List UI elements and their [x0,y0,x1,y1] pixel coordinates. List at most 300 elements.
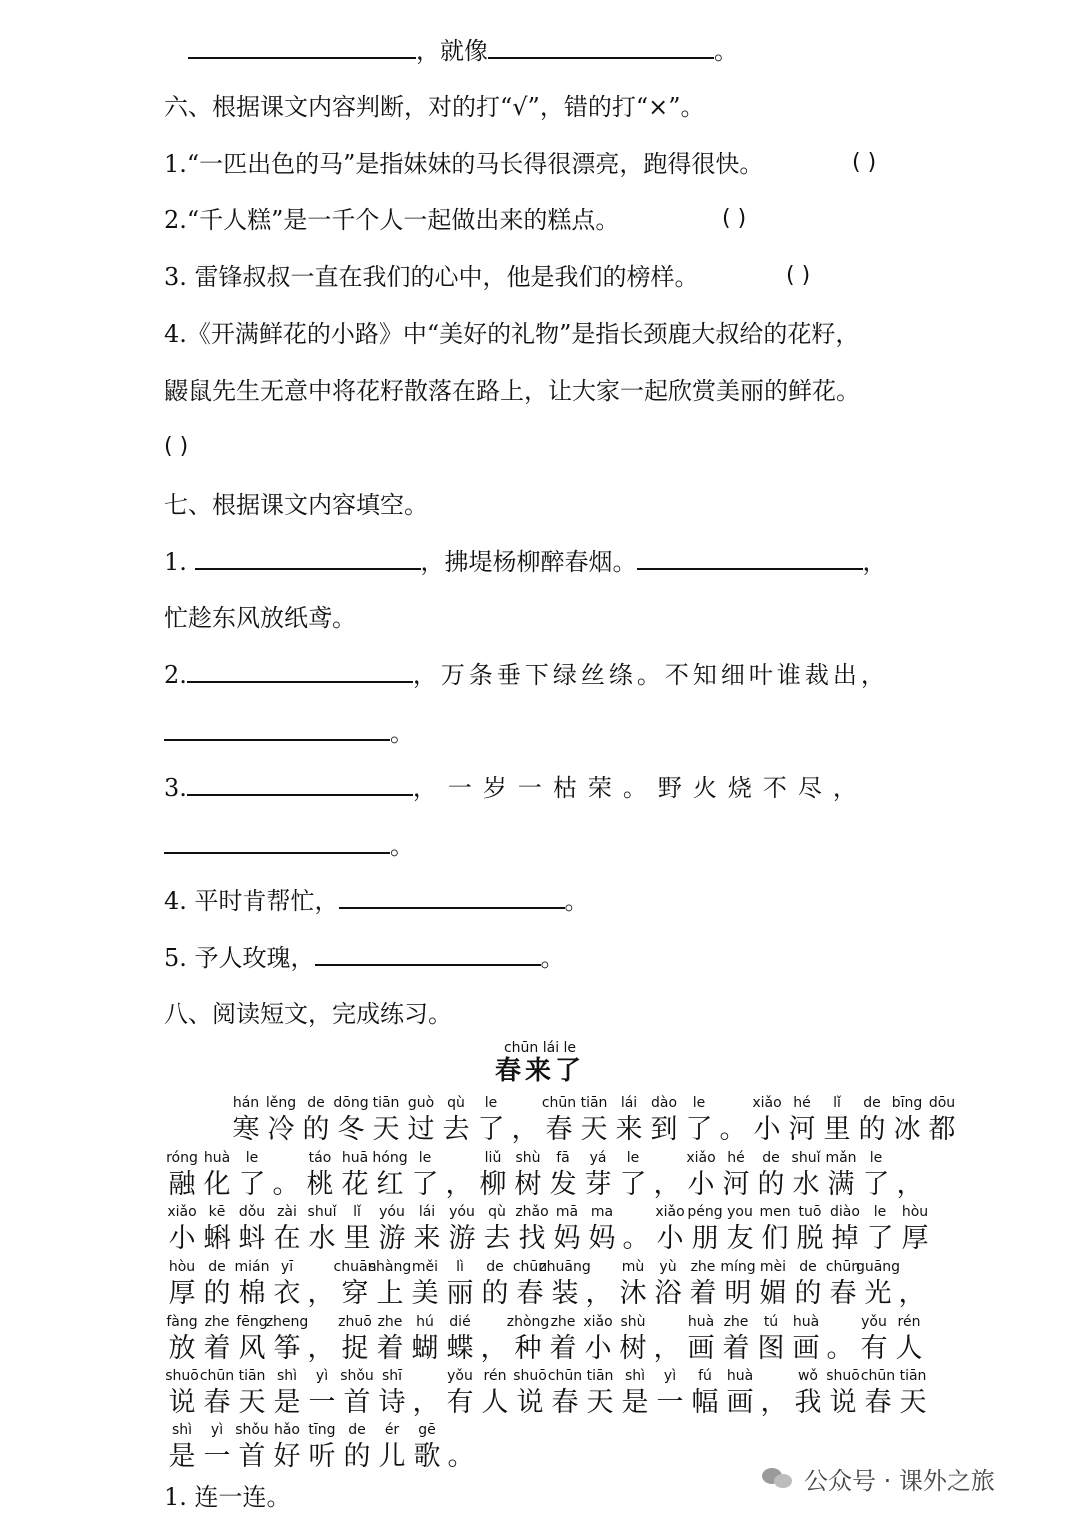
pinyin: zài [277,1204,297,1220]
hanzi-with-pinyin [794,1203,826,1257]
hanzi: 上 [376,1278,404,1309]
top-fill-line: ，就像 。 [188,34,738,68]
pinyin: le [245,1150,259,1166]
hanzi-with-pinyin [864,1203,896,1257]
pinyin: zhe [377,1314,403,1330]
hanzi: ， [307,1333,335,1364]
hanzi: 过 [407,1114,435,1145]
hanzi: 美 [411,1278,439,1309]
hanzi-with-pinyin [790,1149,822,1203]
passage-row [166,1367,932,1421]
hanzi-with-pinyin [724,1203,756,1257]
answer-blank[interactable] [315,942,541,966]
pinyin: chūn [512,1259,548,1275]
hanzi: ， [653,1169,681,1200]
hanzi: 。 [826,1333,854,1364]
hanzi: 着 [722,1333,750,1364]
hanzi: 。 [272,1169,300,1200]
hanzi: 着 [376,1333,404,1364]
pinyin: fú [698,1368,712,1384]
hanzi-with-pinyin [306,1258,336,1312]
hanzi: 找 [518,1223,546,1254]
hanzi-with-pinyin [230,1094,262,1148]
pinyin: yī [280,1259,294,1275]
hanzi: 图 [757,1333,785,1364]
hanzi-with-pinyin [578,1094,610,1148]
hanzi-with-pinyin [341,1203,373,1257]
hanzi-with-pinyin [893,1313,925,1367]
hanzi-with-pinyin [166,1367,198,1421]
pinyin: zheng [265,1314,309,1330]
hanzi-with-pinyin [236,1258,268,1312]
hanzi: 水 [308,1223,336,1254]
title-pinyin: chūn lái le [503,1040,577,1056]
hanzi-with-pinyin [786,1094,818,1148]
hanzi-with-pinyin [475,1094,507,1148]
answer-blank[interactable] [164,830,390,854]
hanzi-with-pinyin [551,1203,583,1257]
pinyin: de [799,1259,817,1275]
hanzi: 的 [858,1114,886,1145]
pinyin: péng [687,1204,723,1220]
hanzi: 的 [343,1441,371,1472]
hanzi-with-pinyin [855,1258,901,1312]
answer-blank[interactable] [488,35,714,59]
hanzi-with-pinyin [895,1149,925,1203]
hanzi: ， [511,1114,539,1145]
hanzi-with-pinyin [409,1149,441,1203]
pinyin: tiān [899,1368,927,1384]
hanzi: 。 [719,1114,747,1145]
hanzi: 说 [516,1387,544,1418]
hanzi-with-pinyin [759,1203,791,1257]
pinyin: rén [897,1314,921,1330]
hanzi-with-pinyin [514,1367,546,1421]
hanzi-with-pinyin [411,1203,443,1257]
hanzi: 一 [308,1387,336,1418]
hanzi-with-pinyin [440,1094,472,1148]
hanzi-with-pinyin [444,1149,474,1203]
hanzi: 河 [788,1114,816,1145]
hanzi-with-pinyin [582,1313,614,1367]
hanzi: 春 [516,1278,544,1309]
hanzi-with-pinyin [792,1258,824,1312]
pinyin: de [348,1422,366,1438]
hanzi-with-pinyin [689,1367,721,1421]
hanzi: 掉 [831,1223,859,1254]
pinyin: shuō [513,1368,547,1384]
pinyin: le [484,1095,498,1111]
section-6-heading: 六、根据课文内容判断，对的打“√”，错的打“×”。 [164,93,705,121]
hanzi: 们 [761,1223,789,1254]
hanzi-with-pinyin [858,1313,890,1367]
hanzi-with-pinyin [621,1203,651,1257]
hanzi-with-pinyin [376,1203,408,1257]
pinyin: diào [830,1204,860,1220]
passage-row [166,1149,928,1203]
hanzi-with-pinyin [166,1421,198,1475]
pinyin: you [727,1204,753,1220]
hanzi: 光 [864,1278,892,1309]
hanzi: 棉 [238,1278,266,1309]
pinyin: shuō [826,1368,860,1384]
hanzi-with-pinyin [374,1313,406,1367]
pinyin: mǎn [825,1150,857,1166]
pinyin: lì [456,1259,464,1275]
pinyin: chūn [541,1095,577,1111]
hanzi-with-pinyin [201,1258,233,1312]
hanzi-with-pinyin [201,1367,233,1421]
answer-blank[interactable] [187,659,413,683]
hanzi: 冬 [337,1114,365,1145]
pinyin: mù [621,1259,645,1275]
hanzi-with-pinyin [265,1313,309,1367]
fill-q3: 3. ，一岁一枯荣。野火烧不尽， [164,774,868,802]
hanzi-with-pinyin [718,1094,748,1148]
pinyin: men [759,1204,791,1220]
hanzi-with-pinyin [271,1367,303,1421]
hanzi-with-pinyin [374,1149,406,1203]
hanzi: 里 [823,1114,851,1145]
pinyin: de [863,1095,881,1111]
hanzi-with-pinyin [333,1258,377,1312]
pinyin: guāng [855,1259,901,1275]
hanzi: 春 [829,1278,857,1309]
pinyin: yá [589,1150,607,1166]
pinyin: tú [763,1314,779,1330]
hanzi-with-pinyin [201,1313,233,1367]
judge-item-3: 3. 雷锋叔叔一直在我们的心中，他是我们的榜样。 [164,263,699,291]
pinyin: yù [659,1259,677,1275]
pinyin: chūn [860,1368,896,1384]
pinyin: le [626,1150,640,1166]
hanzi-with-pinyin [481,1203,513,1257]
judge-item-1: 1.“一匹出色的马”是指妹妹的马长得很漂亮，跑得很快。 [164,150,764,178]
pinyin: róng [166,1150,198,1166]
pinyin: yì [315,1368,329,1384]
hanzi-with-pinyin [722,1258,754,1312]
hanzi: 着 [203,1333,231,1364]
wechat-icon [760,1464,796,1492]
pinyin: hóng [372,1150,408,1166]
hanzi-with-pinyin [300,1094,332,1148]
hanzi: 在 [273,1223,301,1254]
passage-row [166,1258,930,1312]
hanzi: 寒 [232,1114,260,1145]
hanzi: ， [445,1169,473,1200]
fill-q4: 4. 平时肯帮忙， 。 [164,887,589,915]
hanzi: 来 [615,1114,643,1145]
hanzi: 。 [447,1441,475,1472]
hanzi-with-pinyin [825,1313,855,1367]
pinyin: yóu [449,1204,475,1220]
hanzi-with-pinyin [341,1367,373,1421]
pinyin: rén [483,1368,507,1384]
pinyin: le [869,1150,883,1166]
hanzi: 蚪 [238,1223,266,1254]
pinyin: hǎo [273,1422,301,1438]
hanzi: 好 [273,1441,301,1472]
pinyin: hé [793,1095,811,1111]
pinyin: bīng [891,1095,923,1111]
pinyin: huà [792,1314,820,1330]
judge-item-4-cont: 鼹鼠先生无意中将花籽散落在路上，让大家一起欣赏美丽的鲜花。 [164,377,860,405]
hanzi-with-pinyin [411,1367,441,1421]
hanzi: 游 [378,1223,406,1254]
hanzi-with-pinyin [306,1313,336,1367]
pinyin: shì [624,1368,646,1384]
hanzi: 芽 [584,1169,612,1200]
pinyin: shǒu [340,1368,374,1384]
answer-paren[interactable]: ( ) [164,434,189,459]
hanzi-with-pinyin [648,1094,680,1148]
hanzi-with-pinyin [339,1313,371,1367]
hanzi: 的 [302,1114,330,1145]
hanzi: 捉 [341,1333,369,1364]
pinyin: míng [720,1259,756,1275]
hanzi-with-pinyin [376,1367,408,1421]
pinyin: qù [488,1204,506,1220]
hanzi: 诗 [378,1387,406,1418]
hanzi: 有 [860,1333,888,1364]
answer-blank[interactable] [188,35,416,59]
hanzi-with-pinyin [652,1149,682,1203]
pinyin: zhuō [338,1314,372,1330]
hanzi: 厚 [901,1223,929,1254]
pinyin: shàng [368,1259,412,1275]
fill-q1-cont: 忙趁东风放纸鸢。 [164,604,356,632]
hanzi: 蝶 [446,1333,474,1364]
answer-blank[interactable] [637,546,863,570]
pinyin: xiǎo [583,1314,613,1330]
passage-row [166,1203,934,1257]
hanzi-with-pinyin [271,1258,303,1312]
pinyin: shǒu [235,1422,269,1438]
hanzi-with-pinyin [617,1313,649,1367]
pinyin: shuǐ [791,1150,821,1166]
hanzi: 装 [551,1278,579,1309]
hanzi-with-pinyin [685,1313,717,1367]
hanzi: 河 [722,1169,750,1200]
hanzi: 穿 [341,1278,369,1309]
hanzi: 来 [413,1223,441,1254]
pinyin: yǒu [447,1368,473,1384]
hanzi-with-pinyin [549,1367,581,1421]
pinyin: le [418,1150,432,1166]
hanzi: 小 [656,1223,684,1254]
pinyin: de [762,1150,780,1166]
hanzi-with-pinyin [792,1367,824,1421]
pinyin: chuān [333,1259,377,1275]
exercise-1: 1. 连一连。 [164,1483,291,1511]
pinyin: shuō [165,1368,199,1384]
answer-blank[interactable] [187,772,413,796]
hanzi: 首 [238,1441,266,1472]
hanzi-with-pinyin [444,1258,476,1312]
hanzi-with-pinyin [341,1421,373,1475]
pinyin: xiǎo [655,1204,685,1220]
hanzi: 有 [446,1387,474,1418]
hanzi: 的 [481,1278,509,1309]
title-text: 春来了 [494,1056,585,1086]
hanzi-with-pinyin [306,1421,338,1475]
hanzi-with-pinyin [790,1313,822,1367]
pinyin: xiǎo [686,1150,716,1166]
hanzi: 了 [866,1223,894,1254]
hanzi: 妈 [553,1223,581,1254]
hanzi: 丽 [446,1278,474,1309]
hanzi: 红 [376,1169,404,1200]
hanzi: 画 [792,1333,820,1364]
hanzi: 到 [650,1114,678,1145]
pinyin: shuǐ [307,1204,337,1220]
hanzi: 春 [864,1387,892,1418]
pinyin: chūn [199,1368,235,1384]
hanzi: 说 [829,1387,857,1418]
hanzi: 桃 [306,1169,334,1200]
hanzi-with-pinyin [654,1203,686,1257]
hanzi-with-pinyin [201,1203,233,1257]
hanzi: 天 [586,1387,614,1418]
pinyin: qù [447,1095,465,1111]
fill-q2: 2. ，万条垂下绿丝绦。不知细叶谁裁出， [164,661,889,689]
hanzi: 风 [238,1333,266,1364]
hanzi-with-pinyin [617,1258,649,1312]
hanzi-with-pinyin [236,1149,268,1203]
pinyin: kē [208,1204,226,1220]
hanzi: 蝌 [203,1223,231,1254]
passage-title [0,1040,1080,1086]
hanzi: 里 [343,1223,371,1254]
pinyin: dié [449,1314,471,1330]
hanzi-with-pinyin [652,1313,682,1367]
hanzi: 的 [203,1278,231,1309]
pinyin: tīng [308,1422,336,1438]
answer-paren[interactable]: ( ) [786,263,811,288]
fill-q3-cont: 。 [164,829,414,863]
pinyin: zhe [690,1259,716,1275]
hanzi-with-pinyin [897,1367,929,1421]
answer-paren[interactable]: ( ) [852,150,877,175]
hanzi-with-pinyin [683,1094,715,1148]
pinyin: xiǎo [167,1204,197,1220]
hanzi-with-pinyin [479,1313,509,1367]
hanzi: 天 [238,1387,266,1418]
hanzi-with-pinyin [376,1421,408,1475]
hanzi-with-pinyin [757,1258,789,1312]
hanzi-with-pinyin [479,1367,511,1421]
hanzi-with-pinyin [617,1149,649,1203]
hanzi: ， [653,1333,681,1364]
hanzi-with-pinyin [306,1367,338,1421]
hanzi: 水 [792,1169,820,1200]
hanzi-with-pinyin [166,1258,198,1312]
hanzi-with-pinyin [516,1203,548,1257]
pinyin: tiān [586,1368,614,1384]
pinyin: gē [418,1422,436,1438]
pinyin: táo [308,1150,332,1166]
hanzi: ， [412,1387,440,1418]
hanzi: 游 [448,1223,476,1254]
hanzi-with-pinyin [862,1367,894,1421]
pinyin: zhòng [506,1314,550,1330]
hanzi-with-pinyin [477,1149,509,1203]
hanzi-with-pinyin [411,1421,443,1475]
hanzi: 厚 [168,1278,196,1309]
hanzi: 衣 [273,1278,301,1309]
pinyin: měi [411,1259,439,1275]
answer-blank[interactable] [339,885,565,909]
pinyin: hòu [901,1204,929,1220]
hanzi-with-pinyin [201,1421,233,1475]
pinyin: guò [407,1095,435,1111]
hanzi: 媚 [759,1278,787,1309]
hanzi-with-pinyin [166,1149,198,1203]
hanzi-with-pinyin [479,1258,511,1312]
hanzi-with-pinyin [166,1313,198,1367]
hanzi: 脱 [796,1223,824,1254]
answer-blank[interactable] [164,717,390,741]
judge-item-2: 2.“千人糕”是一千个人一起做出来的糕点。 [164,206,620,234]
pinyin: huà [726,1368,754,1384]
hanzi: 的 [757,1169,785,1200]
pinyin: mián [234,1259,270,1275]
hanzi: 小 [753,1114,781,1145]
hanzi: 一 [203,1441,231,1472]
hanzi: ， [307,1278,335,1309]
pinyin: lǐ [833,1095,841,1111]
hanzi-with-pinyin [446,1203,478,1257]
pinyin: xiǎo [752,1095,782,1111]
hanzi-with-pinyin [539,1258,591,1312]
answer-blank[interactable] [195,546,421,570]
pinyin: dǒu [238,1204,266,1220]
hanzi-with-pinyin [856,1094,888,1148]
pinyin: lái [620,1095,638,1111]
hanzi-with-pinyin [236,1421,268,1475]
hanzi-with-pinyin [619,1367,651,1421]
hanzi: 了 [685,1114,713,1145]
hanzi-with-pinyin [720,1313,752,1367]
pinyin: shù [620,1314,646,1330]
hanzi: 朋 [691,1223,719,1254]
hanzi: ， [898,1278,926,1309]
hanzi: 融 [168,1169,196,1200]
pinyin: huà [203,1150,231,1166]
hanzi: 了 [238,1169,266,1200]
passage-row [230,1094,961,1148]
hanzi: 妈 [588,1223,616,1254]
hanzi: 去 [442,1114,470,1145]
hanzi-with-pinyin [370,1094,402,1148]
hanzi-with-pinyin [584,1367,616,1421]
hanzi: 了 [477,1114,505,1145]
passage-row [166,1313,928,1367]
answer-paren[interactable]: ( ) [722,206,747,231]
hanzi: 说 [168,1387,196,1418]
hanzi: 是 [168,1441,196,1472]
hanzi-with-pinyin [265,1094,297,1148]
hanzi: 幅 [691,1387,719,1418]
hanzi: 去 [483,1223,511,1254]
hanzi-with-pinyin [547,1149,579,1203]
pinyin: hé [727,1150,745,1166]
pinyin: chūn [825,1259,861,1275]
hanzi-with-pinyin [271,1149,301,1203]
hanzi-with-pinyin [755,1149,787,1203]
hanzi-with-pinyin [860,1149,892,1203]
hanzi: 画 [687,1333,715,1364]
